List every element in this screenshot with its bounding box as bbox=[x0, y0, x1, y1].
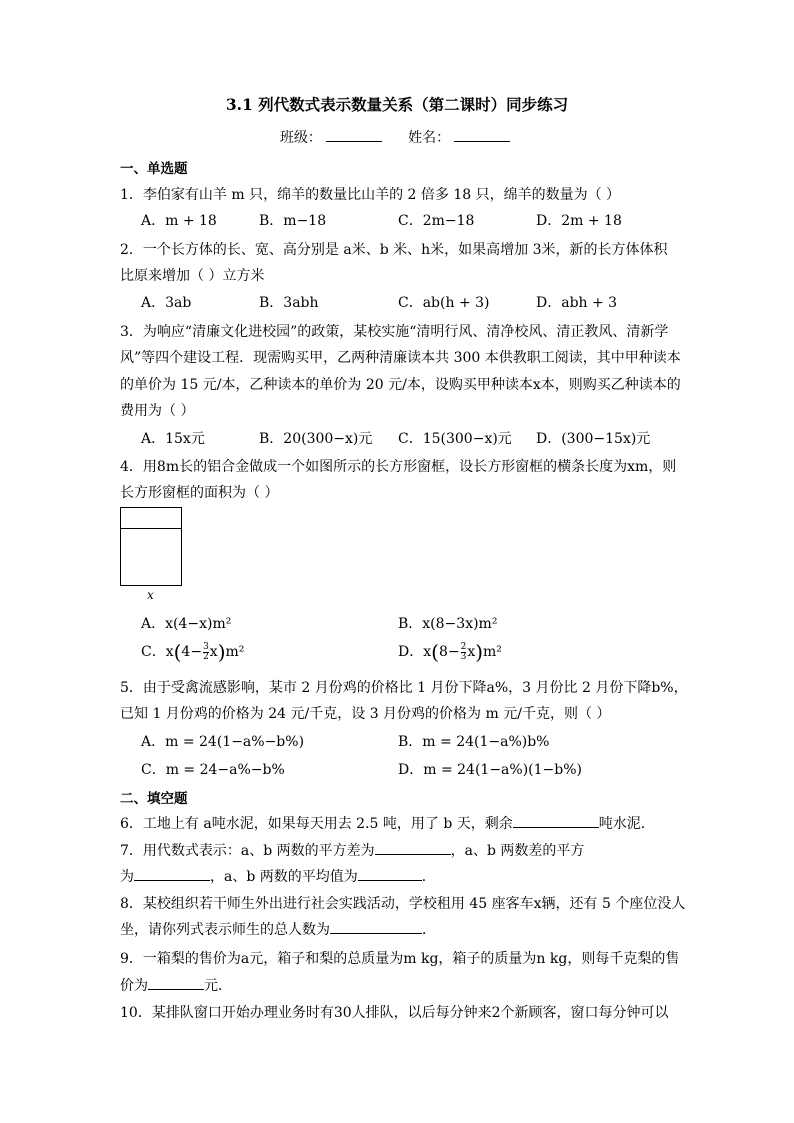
question-9-line-2 bbox=[120, 975, 232, 995]
q3-option-d[interactable]: D．(300−15x)元 bbox=[536, 431, 651, 447]
q1-option-c[interactable]: C．2m−18 bbox=[398, 213, 475, 229]
page-title: 3.1 列代数式表示数量关系（第二课时）同步练习 bbox=[225, 95, 569, 114]
q2-option-c[interactable]: C．ab(h + 3) bbox=[398, 295, 490, 311]
question-4-line-1: 4．用8m长的铝合金做成一个如图所示的长方形窗框，设长方形窗框的横条长度为xm，则 bbox=[120, 459, 677, 475]
q8-text-post: ． bbox=[422, 922, 436, 938]
q9-answer-blank[interactable] bbox=[148, 977, 204, 990]
q9-text-post: 元． bbox=[204, 978, 232, 994]
q4-d-left-paren: ( bbox=[431, 640, 439, 664]
class-label: 班级： bbox=[279, 130, 322, 146]
question-5-line-1: 5．由于受禽流感影响，某市 2 月份鸡的价格比 1 月份下降a%，3 月份比 2 月份下降b%， bbox=[120, 680, 688, 696]
q4-option-a[interactable]: A．x(4−x)m² bbox=[141, 616, 232, 632]
question-7-line-2 bbox=[120, 866, 436, 886]
q6-text-pre: 6．工地上有 a吨水泥，如果每天用去 2.5 吨，用了 b 天，剩余 bbox=[120, 816, 513, 832]
class-name-line bbox=[0, 127, 794, 147]
q4-option-b[interactable]: B．x(8−3x)m² bbox=[398, 616, 498, 632]
q7-text-mid: ，a、b 两数差的平方 bbox=[450, 843, 585, 859]
question-3-line-1: 3．为响应“清廉文化进校园”的政策，某校实施“清明行风、清净校风、清正教风、清新学 bbox=[120, 324, 669, 340]
q4-d-variable: x bbox=[467, 644, 476, 660]
question-6 bbox=[120, 813, 655, 833]
question-10-line-1: 10．某排队窗口开始办理业务时有30人排队，以后每分钟来2个新顾客，窗口每分钟可以 bbox=[120, 1005, 669, 1021]
q4-c-inner: 4− bbox=[181, 644, 203, 660]
question-9-line-1: 9．一箱梨的售价为a元，箱子和梨的总质量为m kg，箱子的质量为n kg，则每千克梨的售 bbox=[120, 951, 680, 967]
q4-c-unit: m² bbox=[225, 644, 245, 660]
question-3-line-2: 风”等四个建设工程．现需购买甲，乙两种清廉读本共 300 本供教职工阅读，其中甲种读本 bbox=[120, 350, 681, 366]
question-1-text: 1．李伯家有山羊 m 只，绵羊的数量比山羊的 2 倍多 18 只，绵羊的数量为（ ） bbox=[120, 187, 621, 203]
figure-x-label: x bbox=[147, 588, 154, 602]
q4-option-c[interactable] bbox=[141, 640, 244, 664]
q4-d-numerator: 2 bbox=[460, 641, 467, 652]
q7-text-l2a: 为 bbox=[120, 869, 134, 885]
q3-option-a[interactable]: A．15x元 bbox=[141, 431, 205, 447]
q4-d-unit: m² bbox=[483, 644, 502, 660]
question-8-line-1: 8．某校组织若干师生外出进行社会实践活动，学校租用 45 座客车x辆，还有 5 个座位没人 bbox=[120, 896, 686, 912]
q4-d-denominator: 3 bbox=[460, 651, 467, 662]
q7-answer-blank-3[interactable] bbox=[358, 868, 422, 881]
q4-c-numerator: 3 bbox=[203, 641, 209, 652]
q4-c-right-paren: ) bbox=[217, 640, 226, 664]
q2-option-d[interactable]: D．abh + 3 bbox=[536, 295, 618, 311]
q4-c-denominator: 2 bbox=[203, 651, 209, 662]
section-heading-single-choice: 一、单选题 bbox=[120, 161, 188, 177]
q7-text-pre: 7．用代数式表示：a、b 两数的平方差为 bbox=[120, 843, 375, 859]
question-7-line-1 bbox=[120, 840, 584, 860]
q1-option-a[interactable]: A．m + 18 bbox=[141, 213, 217, 229]
q5-option-d[interactable]: D．m = 24(1−a%)(1−b%) bbox=[398, 762, 582, 778]
question-3-line-3: 的单价为 15 元/本，乙种读本的单价为 20 元/本，设购买甲种读本x本，则购买乙种读本的 bbox=[120, 377, 681, 393]
section-heading-fill-in: 二、填空题 bbox=[120, 791, 188, 807]
q4-d-right-paren: ) bbox=[475, 640, 484, 664]
question-8-line-2 bbox=[120, 919, 436, 939]
q7-answer-blank-2[interactable] bbox=[134, 868, 210, 881]
q5-option-b[interactable]: B．m = 24(1−a%)b% bbox=[398, 734, 550, 750]
name-blank[interactable] bbox=[454, 129, 510, 142]
q4-d-fraction bbox=[461, 643, 467, 662]
q4-d-inner: 8− bbox=[438, 644, 460, 660]
question-5-line-2: 已知 1 月份鸡的价格为 24 元/千克，设 3 月份鸡的价格为 m 元/千克，则（ ） bbox=[120, 706, 611, 722]
q4-c-variable: x bbox=[209, 644, 218, 660]
class-blank[interactable] bbox=[326, 129, 382, 142]
q4-c-fraction bbox=[203, 643, 209, 662]
q4-c-left-paren: ( bbox=[173, 640, 182, 664]
name-label: 姓名： bbox=[408, 130, 451, 146]
q6-answer-blank[interactable] bbox=[513, 815, 599, 828]
q7-answer-blank-1[interactable] bbox=[375, 842, 451, 855]
q5-option-c[interactable]: C．m = 24−a%−b% bbox=[141, 762, 285, 778]
q6-text-post: 吨水泥． bbox=[598, 816, 655, 832]
q4-option-d[interactable] bbox=[398, 640, 502, 664]
question-4-line-2: 长方形窗框的面积为（ ） bbox=[120, 485, 279, 501]
q7-text-l2b: ，a、b 两数的平均值为 bbox=[210, 869, 358, 885]
question-2-line-1: 2．一个长方体的长、宽、高分别是 a米、b 米、h米，如果高增加 3米，新的长方体体积 bbox=[120, 242, 668, 258]
q9-text-pre: 价为 bbox=[120, 978, 148, 994]
q7-text-l2c: ． bbox=[421, 869, 436, 885]
q8-answer-blank[interactable] bbox=[330, 921, 422, 934]
q3-option-c[interactable]: C．15(300−x)元 bbox=[398, 431, 512, 447]
q2-option-b[interactable]: B．3abh bbox=[259, 295, 319, 311]
window-frame-crossbar bbox=[121, 528, 181, 529]
q3-option-b[interactable]: B．20(300−x)元 bbox=[259, 431, 373, 447]
q1-option-d[interactable]: D．2m + 18 bbox=[536, 213, 622, 229]
q2-option-a[interactable]: A．3ab bbox=[141, 295, 192, 311]
q5-option-a[interactable]: A．m = 24(1−a%−b%) bbox=[141, 734, 305, 750]
q8-text-pre: 坐，请你列式表示师生的总人数为 bbox=[120, 922, 330, 938]
q4-option-c-prefix: C．x bbox=[141, 644, 174, 660]
q4-option-d-prefix: D．x bbox=[398, 644, 432, 660]
window-frame-figure bbox=[120, 507, 182, 586]
question-2-line-2: 比原来增加（ ）立方米 bbox=[120, 268, 265, 284]
question-3-line-4: 费用为（ ） bbox=[120, 403, 195, 419]
q1-option-b[interactable]: B．m−18 bbox=[259, 213, 327, 229]
